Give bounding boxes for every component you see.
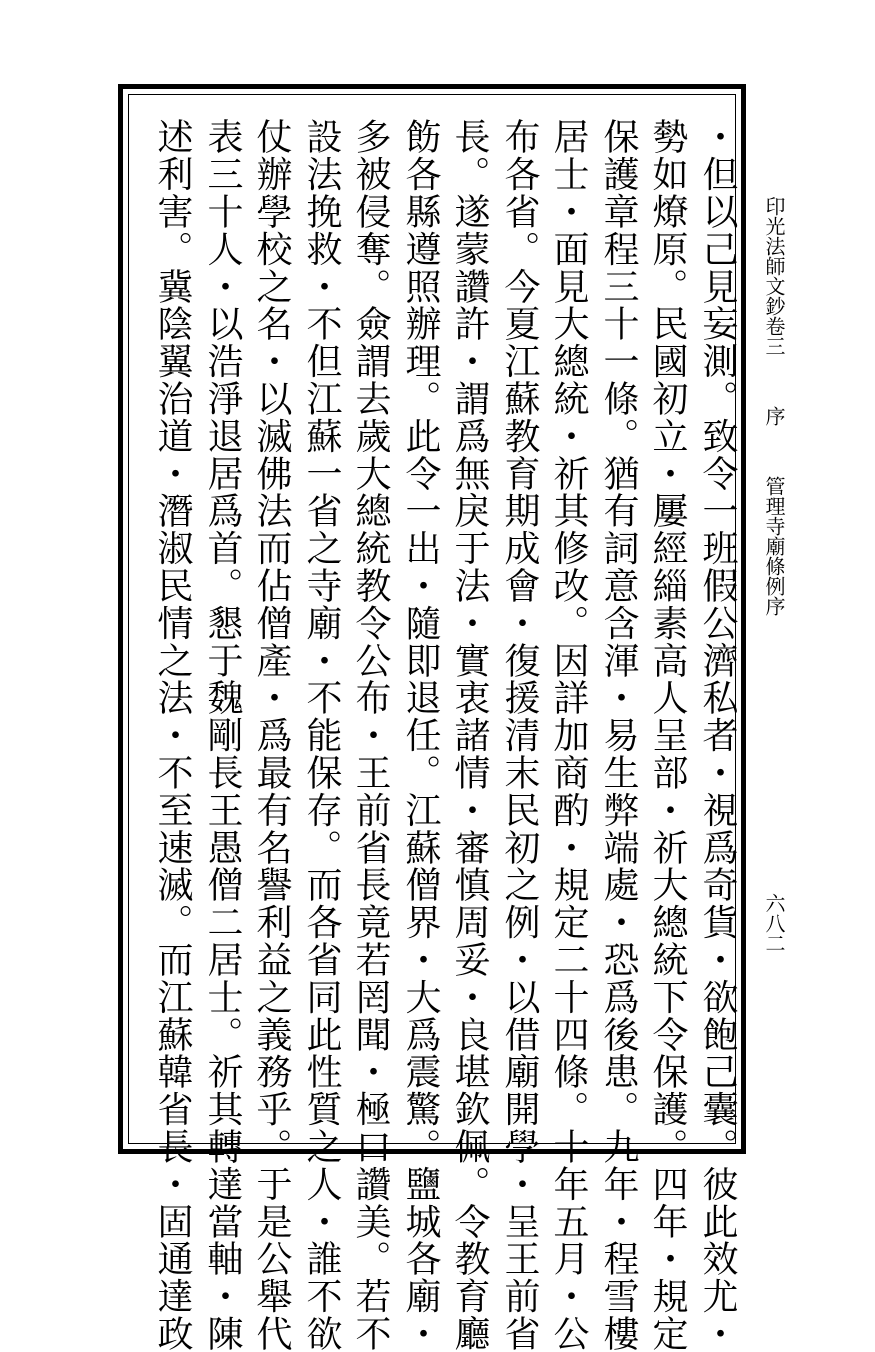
text-column-4: 居士・面見大總統・祈其修改。因詳加商酌・規定二十四條。十年五月・公 [548, 118, 589, 1352]
text-column-3: 保護章程三十一條。猶有詞意含渾・易生弊端處・恐爲後患。九年・程雪樓 [598, 118, 639, 1352]
text-column-1: ・但以己見妄測。致令一班假公濟私者・視爲奇貨・欲飽己囊。彼此效尤・ [697, 118, 738, 1352]
text-column-7: 飭各縣遵照辦理。此令一出・隨即退任。江蘇僧界・大爲震驚。鹽城各廟・ [400, 118, 441, 1352]
page-number: 六八二 [762, 893, 786, 953]
text-column-11: 表三十人・以浩淨退居爲首。懇于魏剛長王愚僧二居士。祈其轉達當軸・陳 [202, 118, 243, 1352]
running-header [762, 196, 786, 616]
text-column-2: 勢如燎原。民國初立・屢經緇素高人呈部・祈大總統下令保護。四年・規定 [647, 118, 688, 1352]
text-column-10: 仗辦學校之名・以滅佛法而佔僧產・爲最有名譽利益之義務乎。于是公舉代 [251, 118, 292, 1352]
text-column-5: 布各省。今夏江蘇教育期成會・復援清末民初之例・以借廟開學・呈王前省 [499, 118, 540, 1352]
chapter-title: 管理寺廟條例序 [762, 476, 786, 616]
section-label: 序 [762, 406, 786, 426]
book-title: 印光法師文鈔卷三 [762, 196, 786, 356]
text-column-9: 設法挽救・不但江蘇一省之寺廟・不能保存。而各省同此性質之人・誰不欲 [301, 118, 342, 1352]
text-column-6: 長。遂蒙讚許・謂爲無戾于法・實衷諸情・審慎周妥・良堪欽佩。令教育廳 [449, 118, 490, 1352]
text-column-12: 述利害。冀陰翼治道・潛淑民情之法・不至速滅。而江蘇韓省長・固通達政 [152, 118, 193, 1352]
text-column-8: 多被侵奪。僉謂去歲大總統教令公布・王前省長竟若罔聞・極口讚美。若不 [350, 118, 391, 1352]
